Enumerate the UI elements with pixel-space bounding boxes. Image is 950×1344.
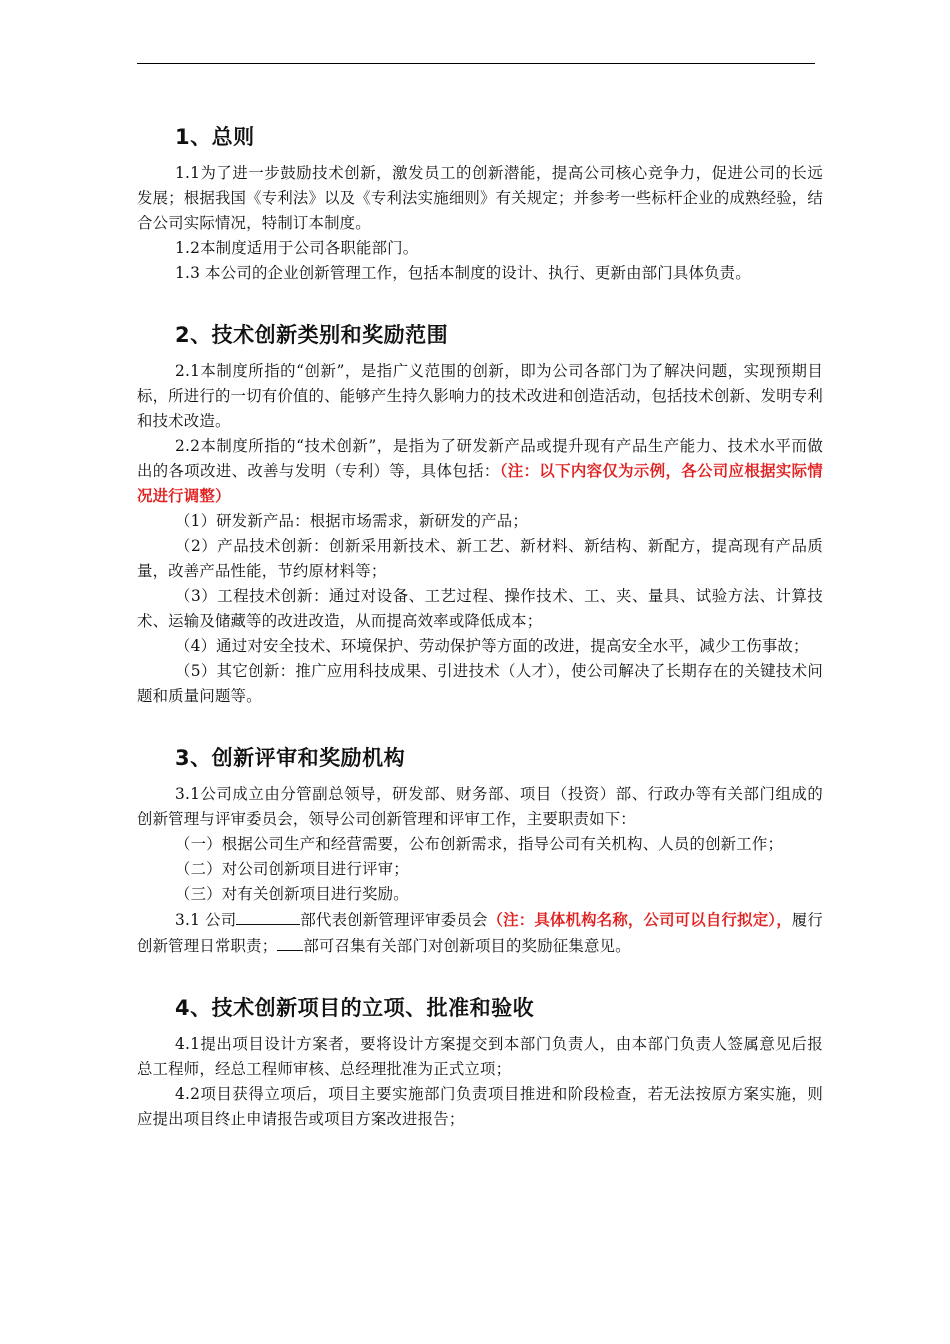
paragraph-text: 3.1 公司 — [175, 911, 237, 929]
paragraph: 3.1公司成立由分管副总领导，研发部、财务部、项目（投资）部、行政办等有关部门组成的创新管理与评审委员会，领导公司创新管理和评审工作，主要职责如下： — [137, 785, 823, 828]
red-note: （注：具体机构名称，公司可以自行拟定）， — [487, 911, 792, 929]
list-item: （一）根据公司生产和经营需要，公布创新需求，指导公司有关机构、人员的创新工作； — [175, 835, 784, 853]
header-rule — [137, 63, 815, 64]
paragraph: 1.1为了进一步鼓励技术创新，激发员工的创新潜能，提高公司核心竞争力，促进公司的长远发展；根据我国《专利法》以及《专利法实施细则》有关规定；并参考一些标杆企业的成熟经验，结合公司实际情况，特制订本制度。 — [137, 164, 823, 232]
paragraph — [137, 907, 823, 959]
document-body — [137, 122, 823, 1166]
section-title: 1、总则 — [175, 125, 255, 149]
list-item: （二）对公司创新项目进行评审； — [175, 860, 409, 878]
section-title: 3、创新评审和奖励机构 — [175, 746, 406, 770]
paragraph-text: 2.2本制度所指的“技术创新”，是指为了研发新产品或提升现有产品生产能力、技术水平而做出的各项改进、改善与发明（专利）等，具体包括： — [137, 437, 823, 480]
paragraph: 4.1提出项目设计方案者，要将设计方案提交到本部门负责人，由本部门负责人签属意见后报总工程师，经总工程师审核、总经理批准为正式立项； — [137, 1035, 823, 1078]
list-item: （3）工程技术创新：通过对设备、工艺过程、操作技术、工、夹、量具、试验方法、计算技术、运输及储藏等的改进改造，从而提高效率或降低成本； — [137, 587, 823, 630]
list-item: （2）产品技术创新：创新采用新技术、新工艺、新材料、新结构、新配方，提高现有产品质量，改善产品性能，节约原材料等； — [137, 537, 823, 580]
paragraph-text: 履行创新管理日常职责； — [137, 911, 823, 955]
section-categories — [137, 320, 823, 709]
section-general — [137, 122, 823, 286]
fill-blank — [236, 907, 300, 925]
paragraph-text: 部代表创新管理评审委员会 — [300, 911, 488, 929]
section-title: 4、技术创新项目的立项、批准和验收 — [175, 996, 535, 1020]
red-note: （注：以下内容仅为示例，各公司应根据实际情况进行调整） — [137, 462, 823, 505]
paragraph: 1.2本制度适用于公司各职能部门。 — [175, 239, 419, 257]
paragraph — [137, 434, 823, 509]
list-item: （1）研发新产品：根据市场需求，新研发的产品； — [175, 512, 528, 530]
list-item: （4）通过对安全技术、环境保护、劳动保护等方面的改进，提高安全水平，减少工伤事故； — [175, 637, 809, 655]
list-item: （三）对有关创新项目进行奖励。 — [175, 885, 409, 903]
list-item: （5）其它创新：推广应用科技成果、引进技术（人才），使公司解决了长期存在的关键技术问题和质量问题等。 — [137, 662, 823, 705]
paragraph: 2.1本制度所指的“创新”，是指广义范围的创新，即为公司各部门为了解决问题，实现预期目标，所进行的一切有价值的、能够产生持久影响力的技术改进和创造活动，包括技术创新、发明专利和技术改造。 — [137, 362, 823, 430]
paragraph-text: 部可召集有关部门对创新项目的奖励征集意见。 — [303, 937, 631, 955]
fill-blank — [277, 933, 303, 951]
section-projects — [137, 993, 823, 1132]
section-title: 2、技术创新类别和奖励范围 — [175, 323, 449, 347]
paragraph: 1.3 本公司的企业创新管理工作，包括本制度的设计、执行、更新由部门具体负责。 — [175, 264, 751, 282]
section-committee — [137, 743, 823, 959]
paragraph: 4.2项目获得立项后，项目主要实施部门负责项目推进和阶段检查，若无法按原方案实施，则应提出项目终止申请报告或项目方案改进报告； — [137, 1085, 823, 1128]
